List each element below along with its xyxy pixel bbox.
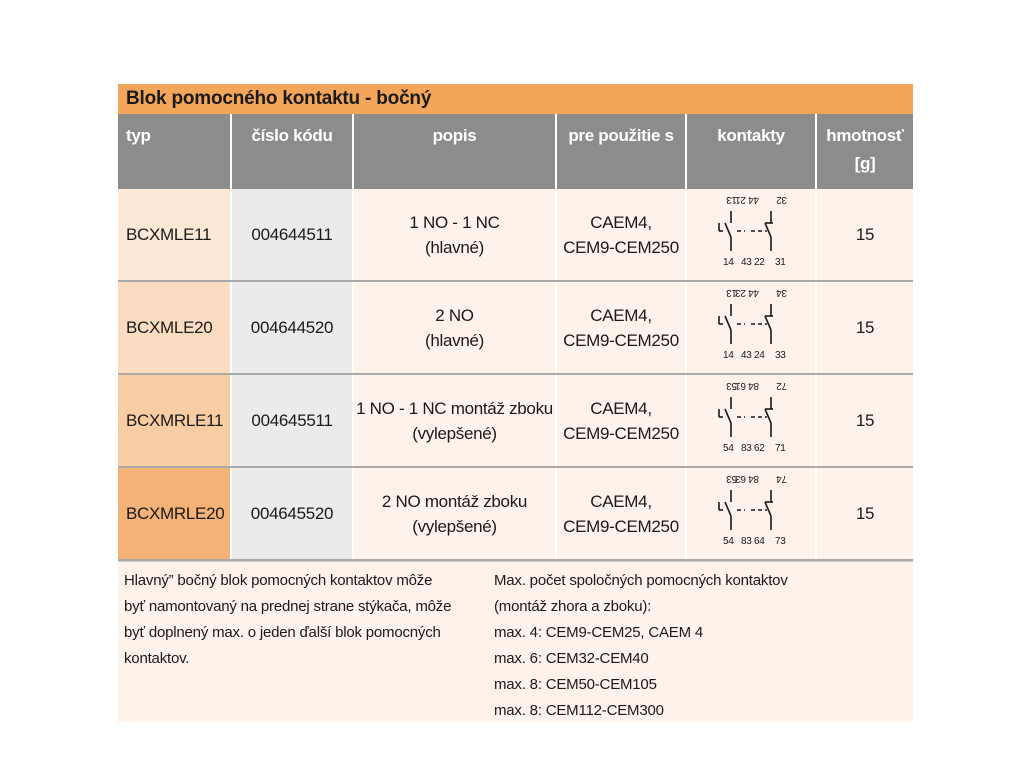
terminal-top-mid: 44 21 — [735, 194, 759, 205]
cell-typ — [118, 374, 231, 467]
note-line: Hlavný” bočný blok pomocných kontaktov môže — [124, 572, 433, 589]
terminal-bottom-mid: 43 24 — [741, 350, 765, 361]
terminal-bottom-right: 71 — [775, 443, 786, 454]
terminal-top-mid: 84 63 — [735, 473, 759, 484]
note-line: max. 8: CEM50-CEM105 — [494, 676, 657, 693]
table-row — [118, 281, 913, 374]
terminal-top-right: 72 — [776, 380, 787, 391]
note-line: max. 8: CEM112-CEM300 — [494, 702, 664, 719]
cell-code — [231, 467, 353, 560]
popis-line: 2 NO montáž zboku — [381, 491, 528, 511]
terminal-top-left: 13 — [726, 194, 737, 205]
cell-code — [231, 281, 353, 374]
header-kontakty: kontakty — [686, 114, 816, 189]
cell-typ — [118, 189, 231, 281]
terminal-top-left: 53 — [726, 380, 737, 391]
terminal-bottom-left: 14 — [723, 350, 734, 361]
code-value: 004644520 — [250, 318, 334, 337]
header-hmotnost-unit: [g] — [854, 154, 876, 173]
cell-code — [231, 374, 353, 467]
terminal-bottom-left: 14 — [723, 257, 734, 268]
cell-pouzitie — [556, 374, 686, 467]
header-cislo-kodu: číslo kódu — [231, 114, 353, 189]
typ-value: BCXMLE11 — [126, 225, 212, 244]
cell-popis — [353, 374, 556, 467]
pouzitie-line: CEM9-CEM250 — [563, 423, 679, 443]
header-typ: typ — [118, 114, 231, 189]
code-value: 004645520 — [250, 504, 334, 523]
pouzitie-line: CAEM4, — [590, 398, 652, 418]
contact-diagram — [687, 282, 815, 366]
contact-block-table — [118, 114, 913, 561]
typ-value: BCXMLE20 — [126, 318, 213, 337]
header-hmotnost-label: hmotnosť — [826, 126, 904, 145]
popis-line: (hlavné) — [424, 330, 485, 350]
product-table-sheet — [118, 84, 913, 722]
terminal-bottom-right: 33 — [775, 350, 786, 361]
terminal-bottom-right: 73 — [775, 536, 786, 547]
notes-right — [494, 568, 904, 724]
terminal-top-right: 32 — [776, 194, 787, 205]
header-row — [118, 114, 913, 189]
weight-value: 15 — [855, 318, 875, 337]
terminal-top-mid: 44 23 — [735, 287, 759, 298]
cell-kontakty — [686, 374, 816, 467]
pouzitie-line: CEM9-CEM250 — [563, 237, 679, 257]
note-line: byť namontovaný na prednej strane stýkača, môže — [124, 598, 452, 615]
cell-pouzitie — [556, 467, 686, 560]
popis-line: (vylepšené) — [412, 516, 497, 536]
cell-weight — [816, 189, 913, 281]
contact-diagram — [687, 375, 815, 459]
weight-value: 15 — [855, 411, 875, 430]
note-line: max. 4: CEM9-CEM25, CAEM 4 — [494, 624, 704, 641]
cell-weight — [816, 467, 913, 560]
cell-kontakty — [686, 467, 816, 560]
code-value: 004645511 — [251, 411, 333, 430]
header-popis: popis — [353, 114, 556, 189]
popis-line: 1 NO - 1 NC montáž zboku — [356, 398, 553, 418]
pouzitie-line: CAEM4, — [590, 305, 652, 325]
note-line: Max. počet spoločných pomocných kontaktov — [494, 572, 788, 589]
header-pre-pouzitie: pre použitie s — [556, 114, 686, 189]
contact-symbol — [719, 490, 773, 530]
note-line: kontaktov. — [124, 650, 190, 667]
table-row — [118, 374, 913, 467]
contact-symbol — [719, 304, 773, 344]
contact-diagram — [687, 189, 815, 273]
weight-value: 15 — [855, 504, 875, 523]
terminal-bottom-mid: 43 22 — [741, 257, 765, 268]
terminal-bottom-left: 54 — [723, 536, 734, 547]
table-row — [118, 467, 913, 560]
terminal-top-left: 53 — [726, 473, 737, 484]
cell-typ — [118, 281, 231, 374]
cell-popis — [353, 189, 556, 281]
popis-line: (hlavné) — [424, 237, 485, 257]
contact-symbol — [719, 397, 773, 437]
cell-pouzitie — [556, 189, 686, 281]
notes-section — [118, 561, 913, 722]
note-line: byť doplnený max. o jeden ďalší blok pomocných — [124, 624, 441, 641]
terminal-top-mid: 84 61 — [735, 380, 759, 391]
terminal-top-right: 74 — [776, 473, 787, 484]
code-value: 004644511 — [251, 225, 333, 244]
typ-value: BCXMRLE11 — [126, 411, 224, 430]
cell-popis — [353, 467, 556, 560]
pouzitie-line: CAEM4, — [590, 491, 652, 511]
pouzitie-line: CEM9-CEM250 — [563, 330, 679, 350]
note-line: (montáž zhora a zboku): — [494, 598, 652, 615]
terminal-bottom-left: 54 — [723, 443, 734, 454]
cell-weight — [816, 374, 913, 467]
cell-code — [231, 189, 353, 281]
cell-weight — [816, 281, 913, 374]
note-line: max. 6: CEM32-CEM40 — [494, 650, 649, 667]
header-hmotnost — [816, 114, 913, 189]
terminal-top-left: 13 — [726, 287, 737, 298]
table-row — [118, 189, 913, 281]
popis-line: (vylepšené) — [412, 423, 497, 443]
weight-value: 15 — [855, 225, 875, 244]
terminal-top-right: 34 — [776, 287, 787, 298]
contact-diagram — [687, 468, 815, 552]
terminal-bottom-mid: 83 64 — [741, 536, 765, 547]
pouzitie-line: CEM9-CEM250 — [563, 516, 679, 536]
notes-left — [124, 568, 464, 672]
terminal-bottom-mid: 83 62 — [741, 443, 765, 454]
cell-popis — [353, 281, 556, 374]
contact-symbol — [719, 211, 773, 251]
typ-value: BCXMRLE20 — [126, 504, 225, 523]
cell-kontakty — [686, 189, 816, 281]
table-title: Blok pomocného kontaktu - bočný — [118, 84, 913, 114]
cell-typ — [118, 467, 231, 560]
pouzitie-line: CAEM4, — [590, 212, 652, 232]
cell-kontakty — [686, 281, 816, 374]
popis-line: 2 NO — [435, 305, 474, 325]
cell-pouzitie — [556, 281, 686, 374]
terminal-bottom-right: 31 — [775, 257, 786, 268]
popis-line: 1 NO - 1 NC — [409, 212, 500, 232]
